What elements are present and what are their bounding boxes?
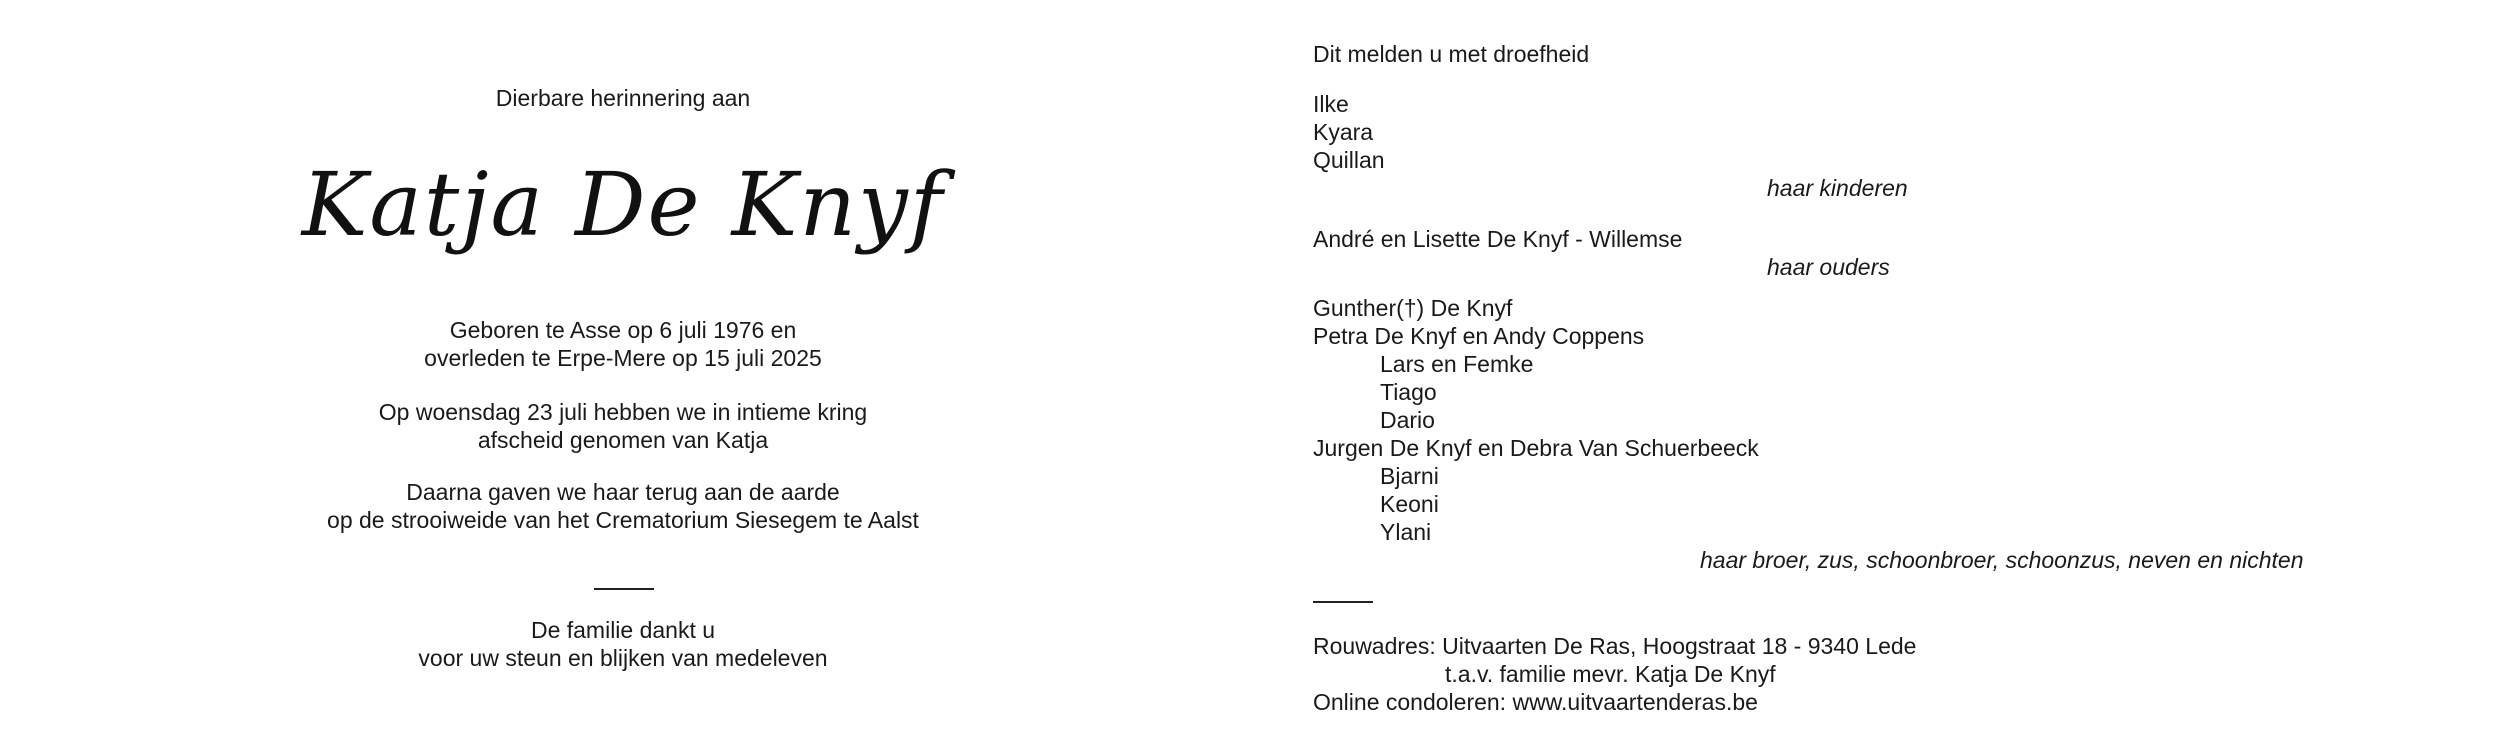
divider [1313, 601, 1373, 603]
online-condolence: Online condoleren: www.uitvaartenderas.be [1313, 689, 1758, 715]
sibling-name: Gunther(†) De Knyf [1313, 295, 1513, 321]
address-line-2: t.a.v. familie mevr. Katja De Knyf [1445, 661, 1776, 687]
deceased-name: Katja De Knyf [301, 153, 945, 256]
siblings-label: haar broer, zus, schoonbroer, schoonzus, neven en nichten [1700, 547, 2304, 573]
thanks-line-2: voor uw steun en blijken van medeleven [418, 645, 828, 671]
sibling-name: Jurgen De Knyf en Debra Van Schuerbeeck [1313, 435, 1759, 461]
niece-nephew-name: Keoni [1380, 491, 1439, 517]
child-name: Ilke [1313, 91, 1349, 117]
parents-names: André en Lisette De Knyf - Willemse [1313, 226, 1683, 252]
ceremony-line-1: Op woensdag 23 juli hebben we in intieme kring [378, 399, 868, 425]
parents-label: haar ouders [1767, 254, 1890, 280]
divider [594, 588, 654, 590]
children-label: haar kinderen [1767, 175, 1908, 201]
niece-nephew-name: Dario [1380, 407, 1435, 433]
sibling-name: Petra De Knyf en Andy Coppens [1313, 323, 1645, 349]
address-line-1: Rouwadres: Uitvaarten De Ras, Hoogstraat 18 - 9340 Lede [1313, 633, 1917, 659]
niece-nephew-name: Bjarni [1380, 463, 1439, 489]
thanks-line-1: De familie dankt u [530, 617, 716, 643]
after-line-2: op de strooiweide van het Crematorium Siesegem te Aalst [327, 507, 919, 533]
ceremony-line-2: afscheid genomen van Katja [477, 427, 769, 453]
after-line-1: Daarna gaven we haar terug aan de aarde [406, 479, 840, 505]
niece-nephew-name: Tiago [1380, 379, 1437, 405]
announcement-heading: Dit melden u met droefheid [1313, 41, 1590, 67]
birth-line-2: overleden te Erpe-Mere op 15 juli 2025 [424, 345, 822, 371]
child-name: Quillan [1313, 147, 1385, 173]
left-page [0, 0, 1246, 754]
niece-nephew-name: Ylani [1380, 519, 1432, 545]
intro-text: Dierbare herinnering aan [495, 85, 751, 111]
child-name: Kyara [1313, 119, 1374, 145]
niece-nephew-name: Lars en Femke [1380, 351, 1534, 377]
birth-line-1: Geboren te Asse op 6 juli 1976 en [449, 317, 797, 343]
